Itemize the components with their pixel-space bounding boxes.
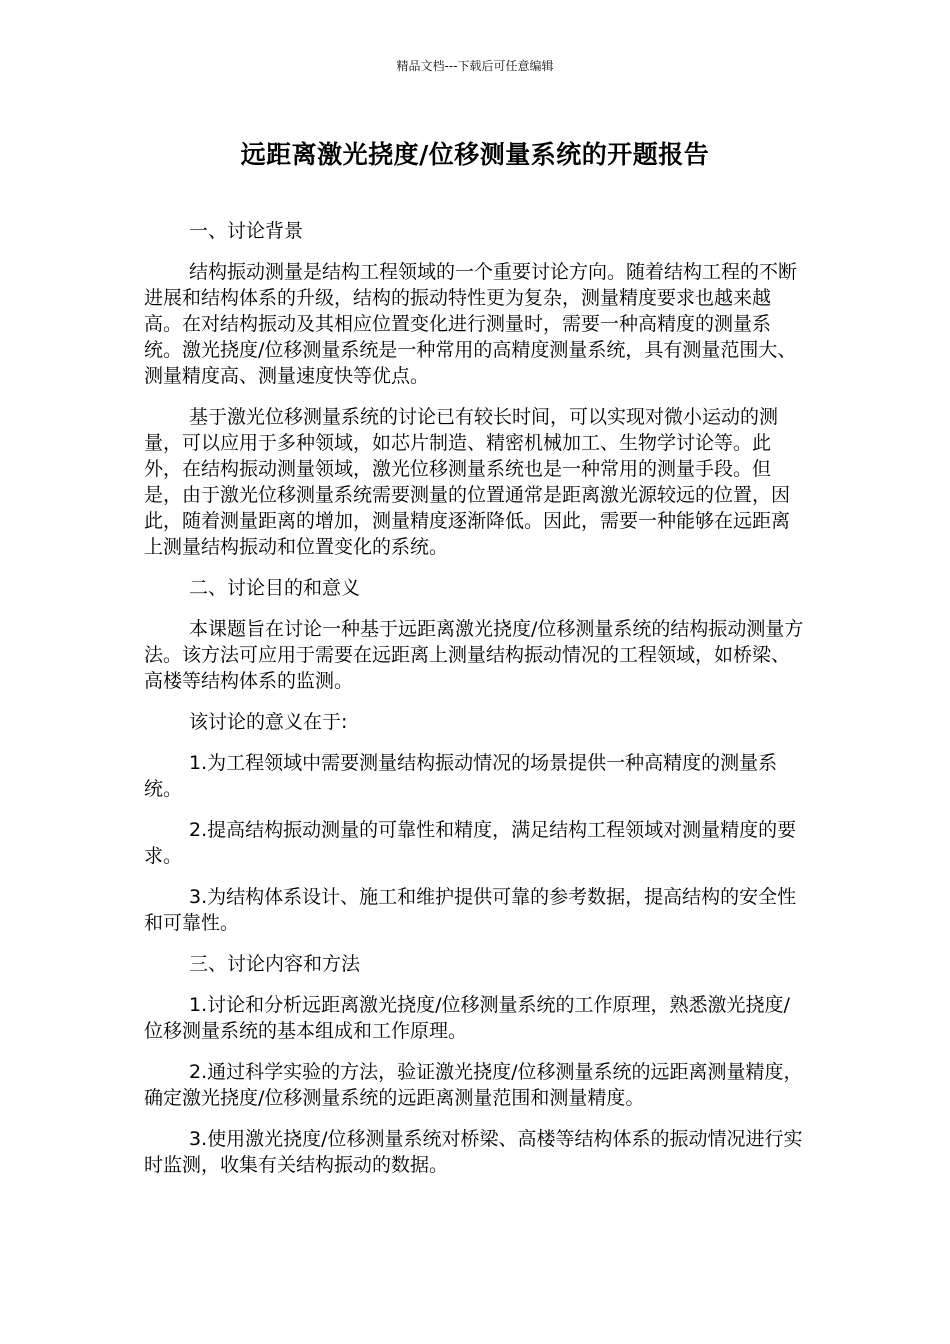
list-item-significance-2: 2.提高结构振动测量的可靠性和精度，满足结构工程领域对测量精度的要求。 (144, 819, 797, 867)
list-item-significance-3: 3.为结构体系设计、施工和维护提供可靠的参考数据，提高结构的安全性和可靠性。 (144, 886, 797, 934)
paragraph-significance-intro: 该讨论的意义在于: (189, 711, 348, 733)
list-item-method-3: 3.使用激光挠度/位移测量系统对桥梁、高楼等结构体系的振动情况进行实时监测，收集有关结构振动的数据。 (144, 1128, 803, 1176)
section-heading-methods: 三、讨论内容和方法 (189, 953, 361, 975)
section-heading-background: 一、讨论背景 (189, 220, 304, 242)
paragraph-background-2: 基于激光位移测量系统的讨论已有较长时间，可以实现对微小运动的测量，可以应用于多种领域，如芯片制造、精密机械加工、生物学讨论等。此外，在结构振动测量领域，激光位移测量系统也是一种常用的测量手段。但是，由于激光位移测量系统需要测量的位置通常是距离激光源较远的位置，因此，随着测量距离的增加，测量精度逐渐降低。因此，需要一种能够在远距离上测量结构振动和位置变化的系统。 (144, 406, 791, 558)
paragraph-background-1: 结构振动测量是结构工程领域的一个重要讨论方向。随着结构工程的不断进展和结构体系的升级，结构的振动特性更为复杂，测量精度要求也越来越高。在对结构振动及其相应位置变化进行测量时，需要一种高精度的测量系统。激光挠度/位移测量系统是一种常用的高精度测量系统，具有测量范围大、测量精度高、测量速度快等优点。 (144, 261, 798, 387)
paragraph-purpose: 本课题旨在讨论一种基于远距离激光挠度/位移测量系统的结构振动测量方法。该方法可应用于需要在远距离上测量结构振动情况的工程领域，如桥梁、高楼等结构体系的监测。 (144, 618, 804, 692)
header-note: 精品文档---下载后可任意编辑 (396, 59, 554, 73)
document-body (144, 218, 804, 1193)
list-item-significance-1: 1.为工程领域中需要测量结构振动情况的场景提供一种高精度的测量系统。 (144, 752, 778, 800)
list-item-method-2: 2.通过科学实验的方法，验证激光挠度/位移测量系统的远距离测量精度，确定激光挠度/位移测量系统的远距离测量范围和测量精度。 (144, 1061, 803, 1109)
section-heading-purpose: 二、讨论目的和意义 (189, 577, 361, 599)
document-title: 远距离激光挠度/位移测量系统的开题报告 (240, 140, 710, 169)
list-item-method-1: 1.讨论和分析远距离激光挠度/位移测量系统的工作原理，熟悉激光挠度/位移测量系统的基本组成和工作原理。 (144, 994, 790, 1042)
